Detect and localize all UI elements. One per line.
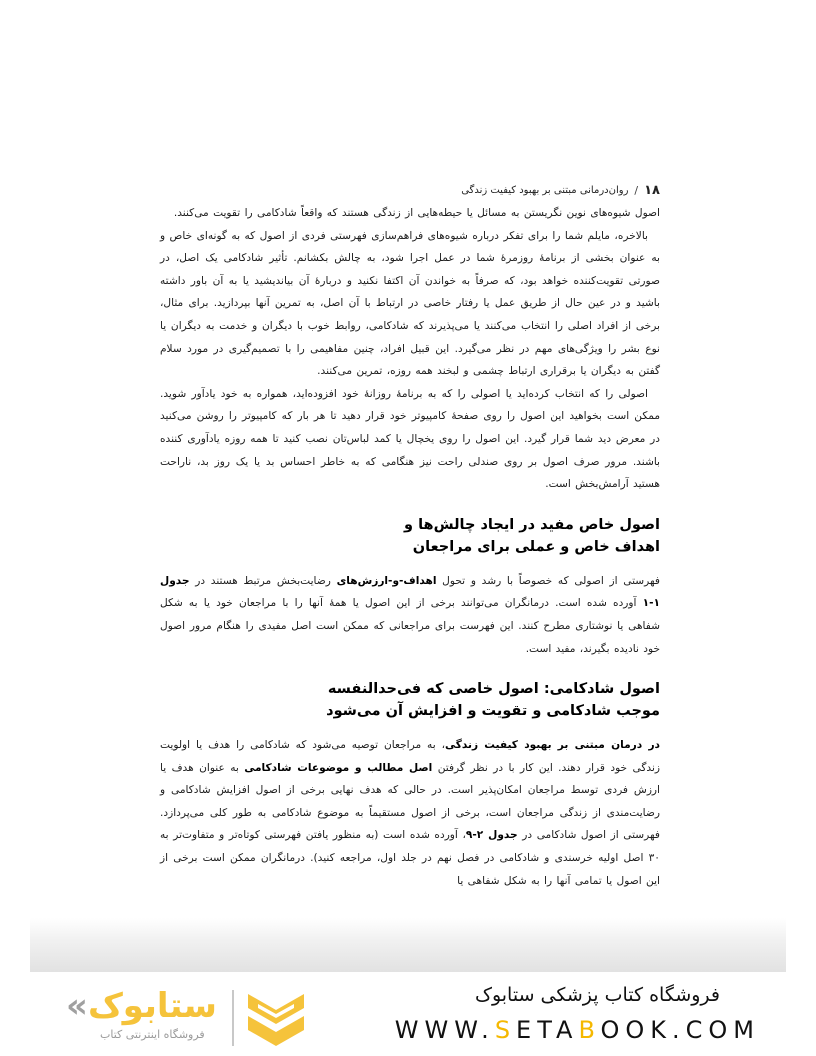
bold-term: اهداف-و-ارزش‌های — [336, 574, 437, 587]
text-run: ، آورده شده است (به منظور یافتن فهرستی کوتاه‌تر و متفاوت‌تر به ۳۰ اصل اولیه خرسندی و شادکامی در فصل نهم در جلد اول، مراجعه کنید). درمانگران ممکن است برخی از این اصول یا تمامی آنها را به شکل شفاهی یا — [160, 829, 660, 887]
running-head — [160, 180, 660, 200]
text-run: رضایت‌بخش مرتبط هستند در — [189, 574, 337, 587]
table-reference: جدول ۲-۹ — [465, 829, 518, 842]
paragraph: اصولی را که انتخاب کرده‌اید یا اصولی را که به برنامهٔ روزانهٔ خود افزوده‌اید، همواره به خود یادآور شوید. ممکن است بخواهید این اصول را روی صفحهٔ کامپیوتر خود قرار دهید تا هر بار که کامپیوتر را روشن می‌کنید در معرض دید شما قرار گیرد. این اصول را روی یخچال یا کمد لباس‌تان نصب کنید تا همه روزه یادآوری کننده باشند. مرور صرف اصول بر روی صندلی راحت نیز هنگامی که به خاطر احساس بد یا یک روز بد، ناراحت هستید آرامش‌بخش است. — [160, 387, 660, 491]
paragraph — [160, 734, 660, 892]
section-heading-line: اصول شادکامی: اصول خاصی که فی‌حدالنفسه — [327, 681, 660, 698]
text-run: فهرستی از اصولی که خصوصاً با رشد و تحول — [436, 574, 660, 587]
store-name: فروشگاه کتاب پزشکی ستابوک — [474, 984, 720, 1006]
logo-tagline: فروشگاه اینترنتی کتاب — [100, 1028, 205, 1041]
logo-divider — [232, 990, 234, 1046]
table-reference: جدول ۱-۱ — [160, 574, 660, 610]
footer-banner — [0, 972, 816, 1056]
text-run: آورده شده است. درمانگران می‌توانند برخی از این اصول یا همهٔ آنها را با مراجعان خود یا به شکل شفاهی یا نوشتاری مطرح کنند. این فهرست برای مراجعانی که ممکن است اصل مفیدی را هنگام مرور اصول خود نادیده بگیرند، مفید است. — [160, 597, 660, 655]
section-heading — [160, 678, 660, 722]
section-heading-line: اصول خاص مفید در ایجاد چالش‌ها و — [404, 516, 660, 533]
text-run: به عنوان هدف یا ارزش فردی توسط مراجعان امکان‌پذیر است. در حالی که هدف نهایی برخی از اصول افزایش شادکامی و رضایت‌مندی از زندگی مراجعان است، برخی از اصول مستقیماً به موضوع شادکامی به طور کلی می‌پردازد. فهرستی از اصول شادکامی در — [160, 761, 660, 842]
store-url[interactable]: WWW.SETABOOK.COM — [394, 1016, 760, 1044]
section-heading-line: اهداف خاص و عملی برای مراجعان — [412, 538, 660, 555]
page-content — [160, 180, 660, 892]
page-number: ۱۸ — [644, 182, 660, 198]
page-fade-band — [30, 918, 786, 972]
text-run: ، به مراجعان توصیه می‌شود که شادکامی را هدف یا اولویت زندگی خود قرار دهند. این کار با در نظر گرفتن — [160, 739, 661, 774]
paragraph: بالاخره، مایلم شما را برای تفکر درباره شیوه‌های فراهم‌سازی فهرستی فردی از اصول که به گونه‌ای خاص و به عنوان بخشی از برنامهٔ روزمرهٔ شما در عمل اجرا شود، به چالش بکشانم. تأثیر شادکامی یک اصل، در صورتی تقویت‌کننده خواهد بود، که صرفاً به خواندن آن اکتفا نکنید و دربارهٔ آن بیاندیشید یا به آن باور داشته باشید و در عین حال از طریق عمل یا رفتار خاصی در ارتباط با آن اصل، به تمرین آنها بپردازید. برای مثال، برخی از افراد اصلی را انتخاب می‌کنند یا می‌پذیرند که شادکامی، روابط خوب با دیگران و خدمت به دیگران یا نوع بشر را ویژگی‌های مهم در نظر می‌گیرد. این قبیل افراد، چنین مفاهیمی را با تصمیم‌گیری در مورد سلام گفتن به دیگران یا برقراری ارتباط چشمی و لبخند همه روزه، تمرین می‌کنند. — [160, 229, 660, 378]
section-heading-line: موجب شادکامی و تقویت و افزایش آن می‌شود — [326, 703, 660, 720]
paragraph — [160, 570, 660, 660]
logo-wordmark: «ستابوک — [66, 986, 217, 1026]
double-chevron-icon: « — [66, 986, 88, 1026]
bold-term: در درمان مبتنی بر بهبود کیفیت زندگی — [445, 739, 660, 752]
store-logo[interactable] — [66, 980, 306, 1050]
running-head-separator: / — [634, 183, 639, 197]
section-heading — [160, 514, 660, 558]
book-title: روان‌درمانی مبتنی بر بهبود کیفیت زندگی — [461, 184, 629, 196]
paragraph: اصول شیوه‌های نوین نگریستن به مسائل یا حیطه‌هایی از زندگی هستند که واقعاً شادکامی را تقویت می‌کنند. — [173, 207, 660, 219]
bold-term: اصل مطالب و موضوعات شادکامی — [244, 761, 433, 774]
chevron-logo-icon — [246, 988, 306, 1048]
